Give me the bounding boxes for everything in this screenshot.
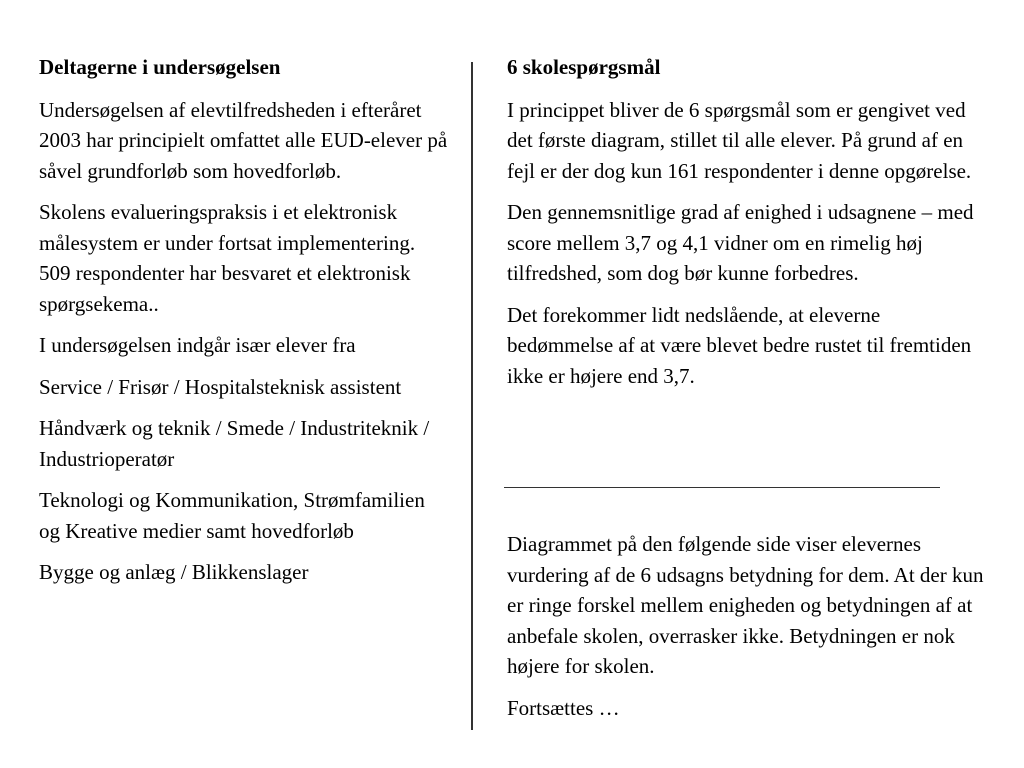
right-paragraph-3: Det forekommer lidt nedslående, at eleverne bedømmelse af at være blevet bedre rustet til fremtiden ikke er højere end 3,7. — [507, 302, 972, 388]
right-heading: 6 skolespørgsmål — [507, 55, 661, 79]
horizontal-rule — [504, 487, 940, 488]
left-paragraph-3: I undersøgelsen indgår især elever fra — [39, 333, 356, 357]
right-lower-paragraph-1: Diagrammet på den følgende side viser elevernes vurdering af de 6 udsagns betydning for dem. At der kun er ringe forskel mellem enigheden og betydningen af at anbefale skolen, overrasker ikke. Betydningen er nok højere for skolen. — [507, 532, 984, 678]
left-column — [39, 52, 449, 599]
left-paragraph-4: Service / Frisør / Hospitalsteknisk assistent — [39, 374, 402, 399]
left-heading: Deltagerne i undersøgelsen — [39, 55, 281, 79]
left-paragraph-1: Undersøgelsen af elevtilfredsheden i efteråret 2003 har principielt omfattet alle EUD-elever på såvel grundforløb som hovedforløb. — [39, 97, 448, 183]
right-column — [507, 52, 987, 402]
right-lower-paragraph-2: Fortsættes … — [507, 695, 620, 720]
right-paragraph-2: Den gennemsnitlige grad af enighed i udsagnene – med score mellem 3,7 og 4,1 vidner om en rimelig høj tilfredshed, som dog bør kunne forbedres. — [507, 200, 974, 285]
left-paragraph-5: Håndværk og teknik / Smede / Industriteknik / Industrioperatør — [39, 416, 430, 471]
right-paragraph-1: I princippet bliver de 6 spørgsmål som er gengivet ved det første diagram, stillet til alle elever. På grund af en fejl er der dog kun 161 respondenter i denne opgørelse. — [507, 97, 972, 183]
left-paragraph-7: Bygge og anlæg / Blikkenslager — [39, 560, 309, 584]
left-paragraph-6: Teknologi og Kommunikation, Strømfamilien og Kreative medier samt hovedforløb — [39, 488, 425, 543]
column-divider — [471, 62, 473, 730]
left-paragraph-2: Skolens evalueringspraksis i et elektronisk målesystem er under fortsat implementering. 509 respondenter har besvaret et elektronisk spørgsekema.. — [39, 200, 416, 316]
right-column-lower — [507, 529, 987, 734]
